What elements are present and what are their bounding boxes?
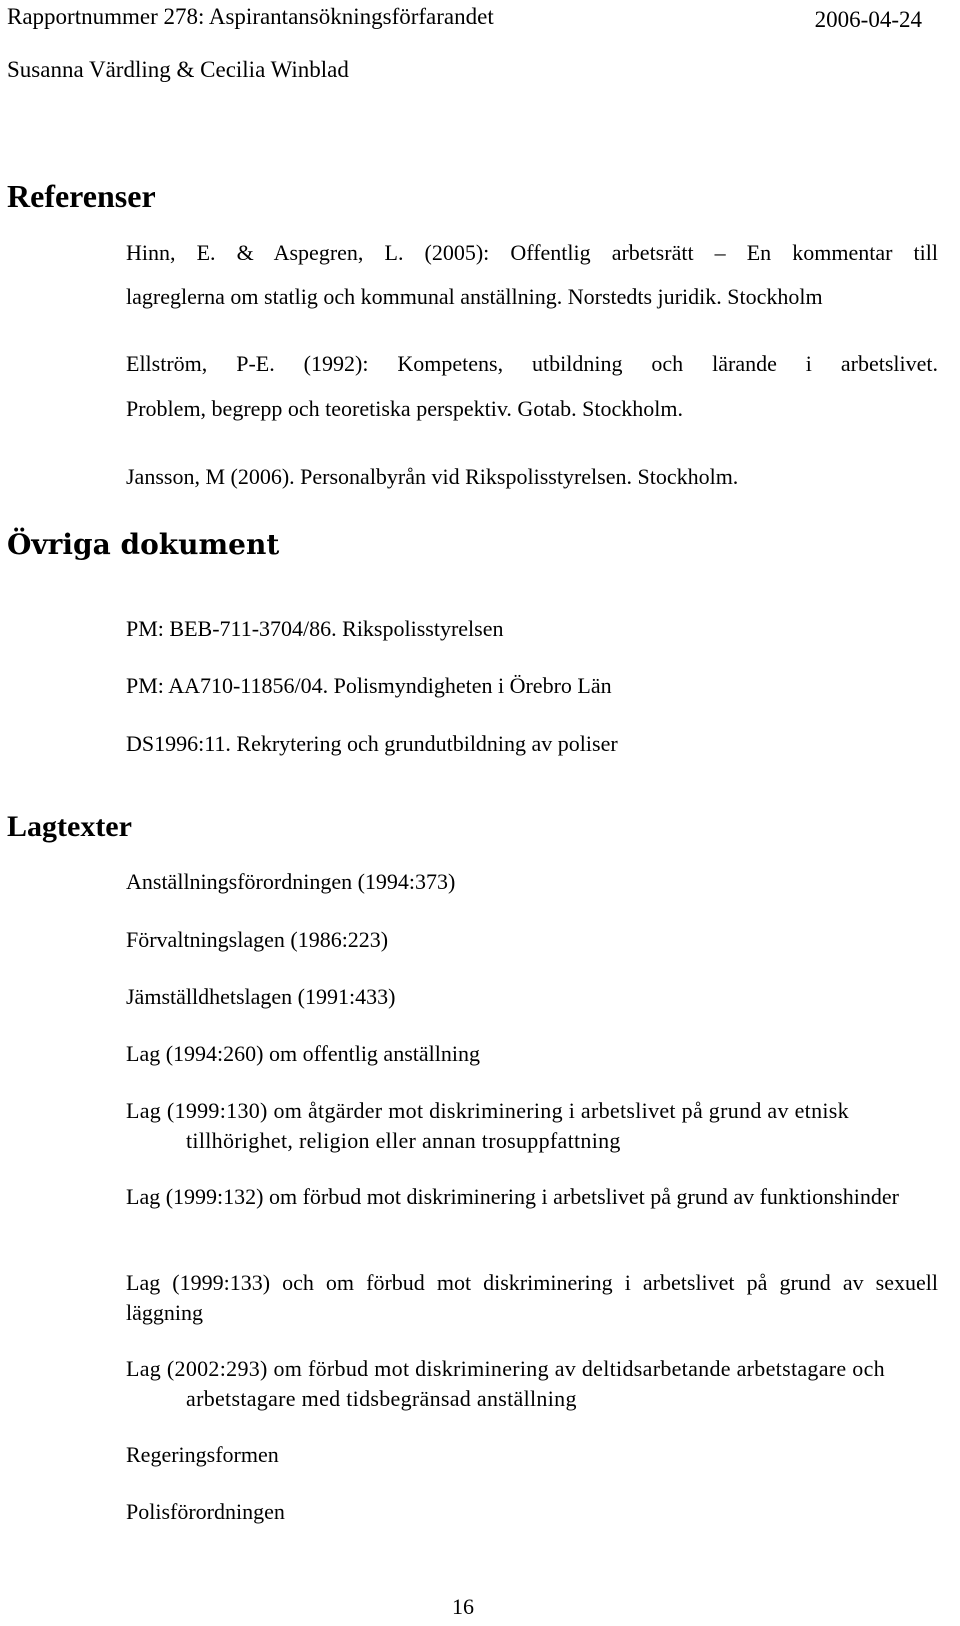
reference-item: Ellström, P-E. (1992): Kompetens, utbildning och lärande i arbetslivet.	[126, 351, 938, 376]
law-item: Anställningsförordningen (1994:373)	[126, 869, 456, 894]
law-item: Lag (1999:132) om förbud mot diskriminering i arbetslivet på grund av funktionshinder	[126, 1184, 899, 1209]
law-item: Lag (1999:130) om åtgärder mot diskriminering i arbetslivet på grund av etnisk tillhörighet, religion eller annan trosuppfattning	[126, 1098, 849, 1153]
law-item: Regeringsformen	[126, 1442, 279, 1467]
law-item: Lag (1994:260) om offentlig anställning	[126, 1041, 480, 1066]
law-item: Lag (1999:133) och om förbud mot diskriminering i arbetslivet på grund av sexuell läggning	[126, 1270, 938, 1325]
law-item: Förvaltningslagen (1986:223)	[126, 927, 389, 952]
section-title-referenser: Referenser	[7, 178, 156, 214]
document-item: PM: AA710-11856/04. Polismyndigheten i Örebro Län	[126, 673, 612, 698]
reference-item: Hinn, E. & Aspegren, L. (2005): Offentlig arbetsrätt – En kommentar till	[126, 240, 938, 265]
report-title: Rapportnummer 278: Aspirantansökningsförfarandet	[7, 4, 494, 29]
reference-item-continuation: lagreglerna om statlig och kommunal anställning. Norstedts juridik. Stockholm	[126, 284, 823, 309]
document-item: PM: BEB-711-3704/86. Rikspolisstyrelsen	[126, 616, 504, 641]
page-number: 16	[452, 1594, 474, 1619]
law-item: Jämställdhetslagen (1991:433)	[126, 984, 396, 1009]
section-title-ovriga-dokument: Övriga dokument	[7, 528, 280, 561]
section-title-lagtexter: Lagtexter	[7, 810, 132, 843]
law-item: Polisförordningen	[126, 1499, 285, 1524]
report-date: 2006-04-24	[814, 7, 922, 32]
reference-item: Jansson, M (2006). Personalbyrån vid Rikspolisstyrelsen. Stockholm.	[126, 464, 739, 489]
law-item: Lag (2002:293) om förbud mot diskriminering av deltidsarbetande arbetstagare och arbetstagare med tidsbegränsad anställning	[126, 1356, 885, 1411]
document-item: DS1996:11. Rekrytering och grundutbildning av poliser	[126, 731, 618, 756]
report-authors: Susanna Värdling & Cecilia Winblad	[7, 57, 349, 82]
reference-item-continuation: Problem, begrepp och teoretiska perspektiv. Gotab. Stockholm.	[126, 396, 684, 421]
